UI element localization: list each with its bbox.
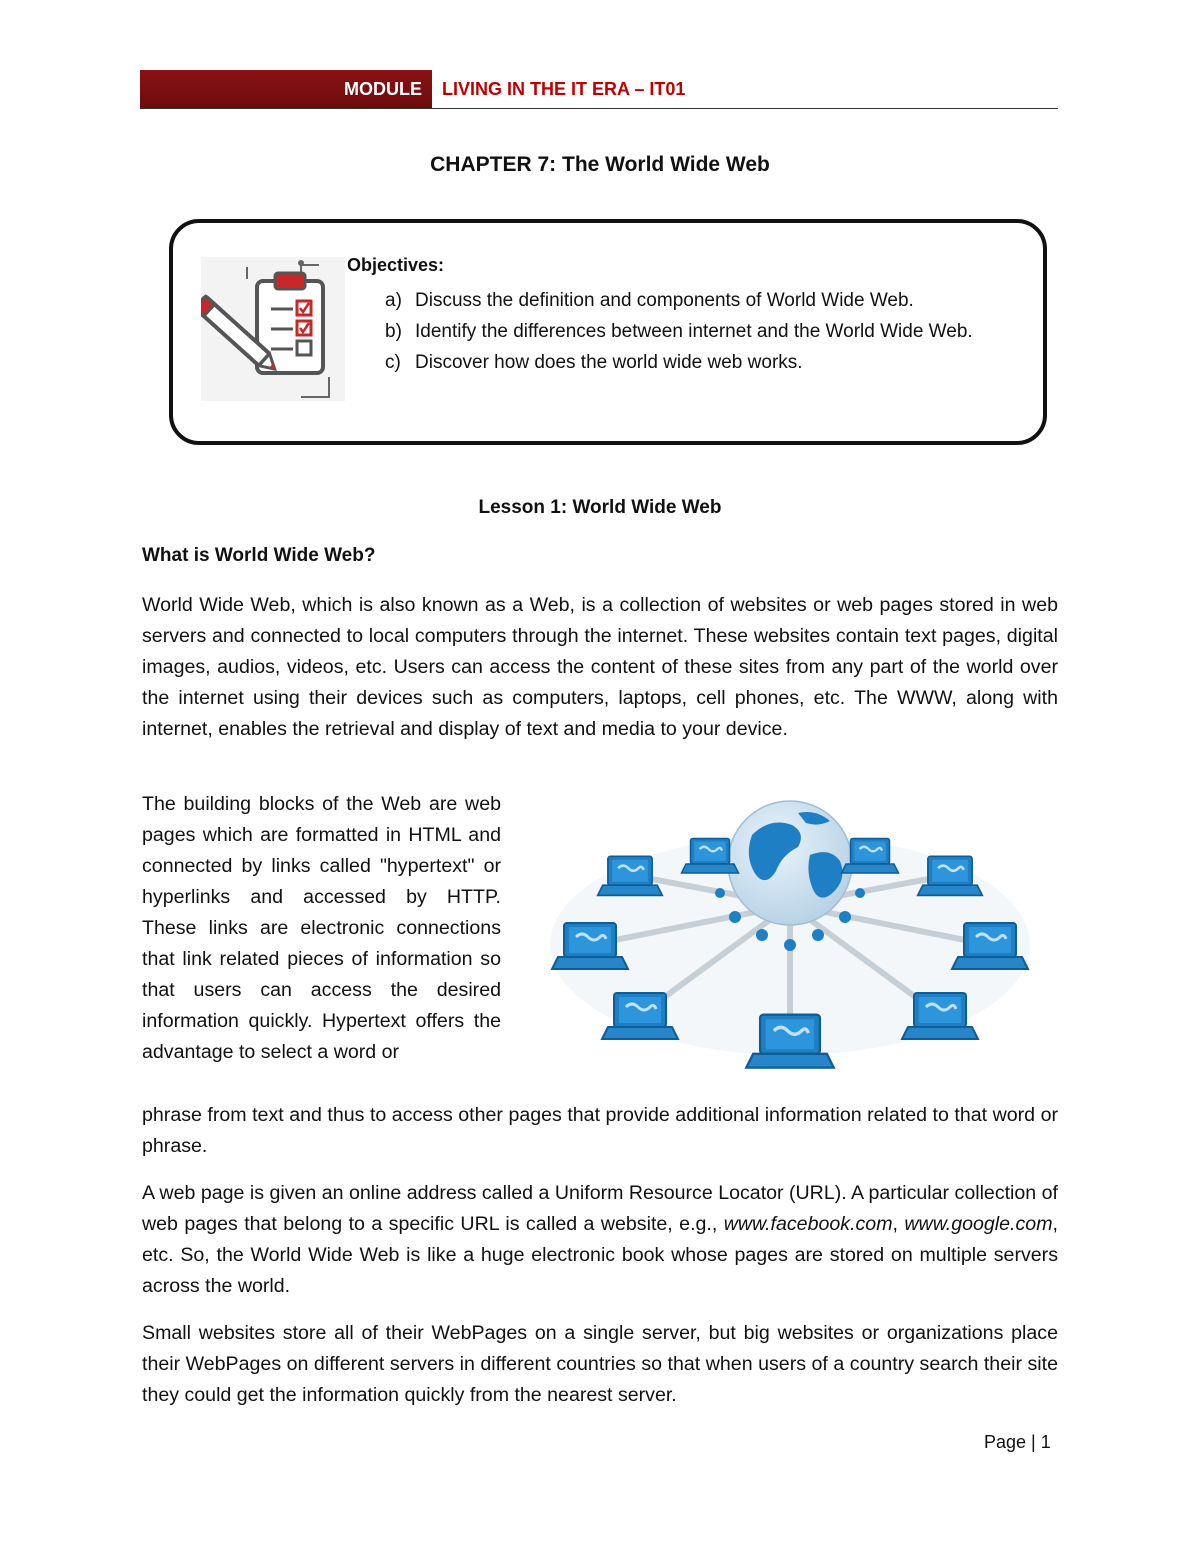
url-text-after: , etc. So, the World Wide Web is like a huge electronic book whose pages are stored on multiple servers across the world.	[142, 1213, 1058, 1297]
course-title: LIVING IN THE IT ERA – IT01	[442, 79, 686, 99]
objective-marker: b)	[385, 321, 402, 342]
paragraph-building-blocks: The building blocks of the Web are web pages which are formatted in HTML and connected by links called "hypertext" or hyperlinks and accessed by HTTP. These links are electronic connections that link related pieces of information so that users can access the desired information quickly. Hypertext offers the advantage to select a word or	[142, 793, 501, 1063]
objective-text: Discuss the definition and components of World Wide Web.	[415, 290, 914, 311]
paragraph-building-blocks-continued: phrase from text and thus to access other pages that provide additional information related to that word or phrase.	[142, 1104, 1058, 1157]
objectives-heading: Objectives:	[347, 255, 445, 275]
paragraph-definition: World Wide Web, which is also known as a Web, is a collection of websites or web pages stored in web servers and connected to local computers through the internet. These websites contain text pages, digital images, audios, videos, etc. Users can access the content of these sites from any part of the world over the internet using their devices such as computers, laptops, cell phones, etc. The WWW, along with internet, enables the retrieval and display of text and media to your device.	[142, 594, 1058, 740]
globe-network-laptops-icon	[530, 795, 1050, 1085]
chapter-title: CHAPTER 7: The World Wide Web	[430, 153, 770, 176]
google-link[interactable]: www.google.com	[904, 1213, 1053, 1235]
checklist-pencil-icon	[201, 257, 345, 401]
lesson-title: Lesson 1: World Wide Web	[478, 497, 722, 518]
objective-marker: c)	[385, 352, 401, 373]
objective-text: Discover how does the world wide web works.	[415, 352, 803, 373]
objectives-list	[347, 285, 1027, 378]
objectives-box	[169, 219, 1047, 445]
paragraph-servers: Small websites store all of their WebPages on a single server, but big websites or organizations place their WebPages on different servers in different countries so that when users of a country search their site they could get the information quickly from the nearest server.	[142, 1322, 1058, 1406]
facebook-link[interactable]: www.facebook.com	[723, 1213, 893, 1235]
objective-item	[347, 347, 1027, 378]
page-number: Page | 1	[984, 1432, 1051, 1452]
section-heading: What is World Wide Web?	[142, 545, 376, 566]
objective-text: Identify the differences between internet and the World Wide Web.	[415, 321, 973, 342]
objective-item	[347, 285, 1027, 316]
objective-marker: a)	[385, 290, 402, 311]
url-text-before: A web page is given an online address called a Uniform Resource Locator (URL). A particular collection of web pages that belong to a specific URL is called a website, e.g.,	[142, 1182, 1058, 1235]
objective-item	[347, 316, 1027, 347]
module-label: MODULE	[140, 70, 432, 108]
paragraph-url	[142, 1178, 1058, 1302]
url-separator: ,	[892, 1213, 905, 1235]
header-rule	[140, 108, 1058, 109]
page-header	[140, 70, 1058, 108]
